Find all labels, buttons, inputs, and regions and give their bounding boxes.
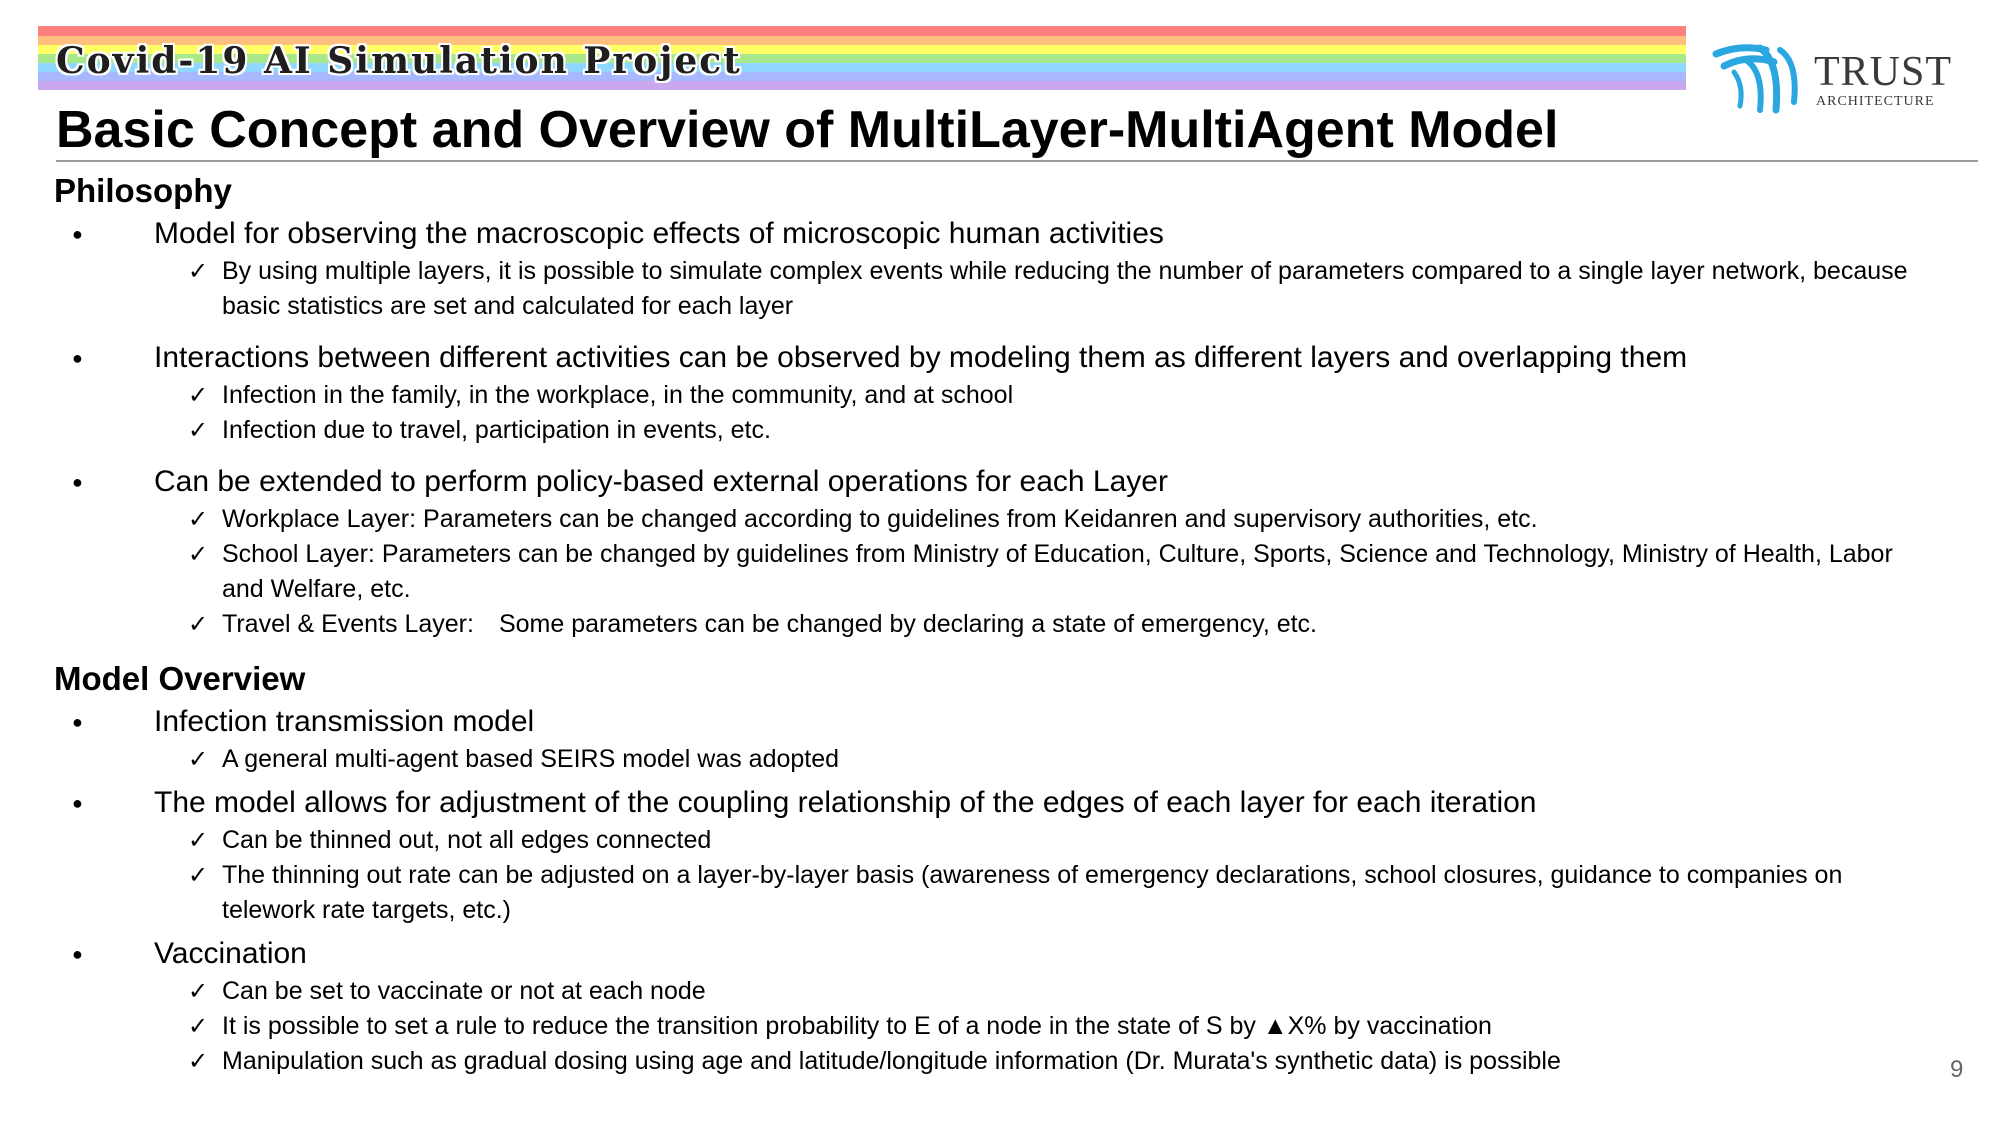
check-item: ✓ Can be thinned out, not all edges connected [54, 823, 1934, 858]
bullet-item: ● Model for observing the macroscopic effects of microscopic human activities [54, 214, 1934, 254]
sub-list [54, 974, 1934, 1079]
sub-list [54, 378, 1934, 448]
logo [1710, 40, 1980, 120]
sub-list [54, 823, 1934, 928]
logo-subtext: ARCHITECTURE [1816, 94, 1935, 109]
page-title: Basic Concept and Overview of MultiLayer-MultiAgent Model [56, 101, 1559, 159]
check-item: ✓ Manipulation such as gradual dosing using age and latitude/longitude information (Dr. Murata's synthetic data) is possible [54, 1044, 1934, 1079]
logo-text: TRUST [1814, 49, 1953, 95]
check-item: ✓ Can be set to vaccinate or not at each node [54, 974, 1934, 1009]
sub-list [54, 742, 1934, 777]
title-divider [56, 160, 1978, 162]
slide-content [54, 168, 1934, 1079]
section-heading-philosophy: Philosophy [54, 172, 232, 209]
check-item: ✓ By using multiple layers, it is possible to simulate complex events while reducing the number of parameters compared to a single layer network, because basic statistics are set and calculated for each layer [54, 254, 1934, 324]
page-number: 9 [1950, 1056, 1964, 1083]
check-item: ✓ Infection in the family, in the workplace, in the community, and at school [54, 378, 1934, 413]
bullet-item: ● The model allows for adjustment of the coupling relationship of the edges of each layer for each iteration [54, 783, 1934, 823]
bullet-item: ● Vaccination [54, 934, 1934, 974]
bullet-item: ● Interactions between different activities can be observed by modeling them as different layers and overlapping them [54, 338, 1934, 378]
bullet-item: ● Infection transmission model [54, 702, 1934, 742]
check-item: ✓ School Layer: Parameters can be changed by guidelines from Ministry of Education, Culture, Sports, Science and Technology, Ministry of Health, Labor and Welfare, etc. [54, 537, 1934, 607]
sub-list [54, 254, 1934, 324]
sub-list [54, 502, 1934, 642]
check-item: ✓ The thinning out rate can be adjusted on a layer-by-layer basis (awareness of emergency declarations, school closures, guidance to companies on telework rate targets, etc.) [54, 858, 1934, 928]
trust-architecture-logo-icon [1710, 40, 1810, 120]
check-item: ✓ Workplace Layer: Parameters can be changed according to guidelines from Keidanren and supervisory authorities, etc. [54, 502, 1934, 537]
banner-title: Covid-19 AI Simulation Project [56, 40, 742, 82]
check-item: ✓ It is possible to set a rule to reduce the transition probability to E of a node in the state of S by ▲X% by vaccination [54, 1009, 1934, 1044]
check-item: ✓ A general multi-agent based SEIRS model was adopted [54, 742, 1934, 777]
check-item: ✓ Travel & Events Layer: Some parameters can be changed by declaring a state of emergency, etc. [54, 607, 1934, 642]
section-heading-model-overview: Model Overview [54, 660, 306, 697]
bullet-item: ● Can be extended to perform policy-based external operations for each Layer [54, 462, 1934, 502]
check-item: ✓ Infection due to travel, participation in events, etc. [54, 413, 1934, 448]
